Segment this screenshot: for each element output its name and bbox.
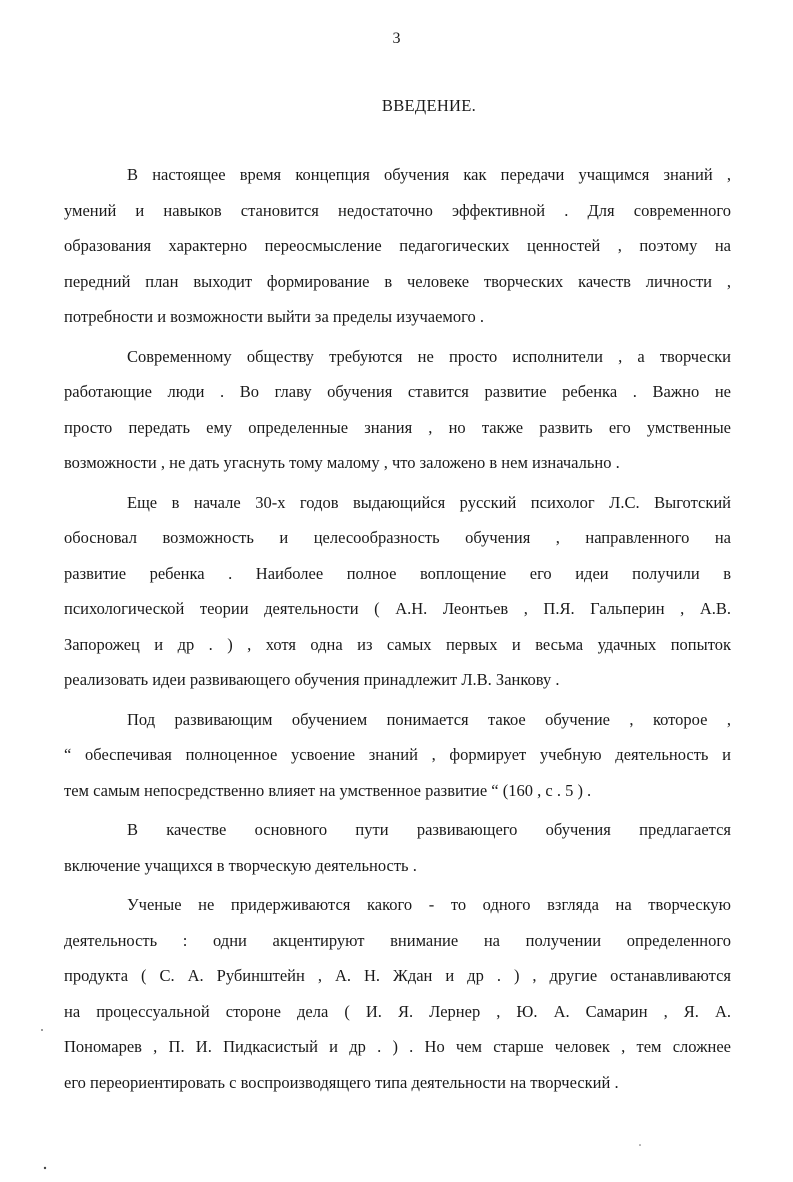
text-line: возможности , не дать угаснуть тому малому , что заложено в нем изначально .: [64, 453, 620, 472]
text-line: деятельность : одни акцентируют внимание на получении определенного: [64, 930, 731, 950]
text-line: реализовать идеи развивающего обучения принадлежит Л.В. Занкову .: [64, 670, 560, 689]
text-line: его переориентировать с воспроизводящего типа деятельности на творческий .: [64, 1072, 619, 1092]
text-line: образования характерно переосмысление педагогических ценностей , поэтому на: [64, 236, 731, 255]
paragraph-1: [64, 162, 731, 340]
scan-speck: [639, 1144, 641, 1146]
text-line: психологической теории деятельности ( А.Н. Леонтьев , П.Я. Гальперин , А.В.: [64, 599, 731, 618]
page-title: ВВЕДЕНИЕ.: [381, 96, 477, 115]
scan-speck: [41, 1029, 43, 1031]
text-line: тем самым непосредственно влияет на умственное развитие “ (160 , с . 5 ) .: [64, 780, 592, 800]
text-line: на процессуальной стороне дела ( И. Я. Лернер , Ю. А. Самарин , Я. А.: [64, 1001, 731, 1021]
paragraph-5: [64, 817, 731, 888]
text-line: Пономарев , П. И. Пидкасистый и др . ) . Но чем старше человек , тем сложнее: [64, 1037, 731, 1056]
text-line: обосновал возможность и целесообразность обучения , направленного на: [64, 528, 731, 547]
paragraph-4: [64, 707, 731, 814]
paragraph-6: [64, 892, 731, 1105]
text-line: передний план выходит формирование в человеке творческих качеств личности ,: [64, 271, 731, 291]
text-line: “ обеспечивая полноценное усвоение знаний , формирует учебную деятельность и: [64, 745, 731, 764]
text-line: Под развивающим обучением понимается такое обучение , которое ,: [127, 709, 731, 729]
text-line: Современному обществу требуются не просто исполнители , а творчески: [127, 346, 731, 366]
paragraph-2: [64, 344, 731, 486]
body-text: [64, 162, 731, 1109]
text-line: потребности и возможности выйти за пределы изучаемого .: [64, 307, 484, 326]
text-line: продукта ( С. А. Рубинштейн , А. Н. Ждан и др . ) , другие останавливаются: [64, 966, 731, 985]
text-line: В настоящее время концепция обучения как передачи учащимся знаний ,: [127, 165, 731, 184]
text-line: Запорожец и др . ) , хотя одна из самых первых и весьма удачных попыток: [64, 634, 731, 654]
text-line: Еще в начале 30-х годов выдающийся русский психолог Л.С. Выготский: [127, 492, 731, 512]
text-line: Ученые не придерживаются какого - то одного взгляда на творческую: [127, 895, 731, 914]
text-line: включение учащихся в творческую деятельность .: [64, 855, 417, 875]
paragraph-3: [64, 490, 731, 703]
text-line: работающие люди . Во главу обучения ставится развитие ребенка . Важно не: [64, 382, 731, 401]
text-line: просто передать ему определенные знания , но также развить его умственные: [64, 417, 731, 437]
text-line: умений и навыков становится недостаточно эффективной . Для современного: [64, 200, 731, 220]
scan-speck: [44, 1167, 46, 1169]
text-line: развитие ребенка . Наиболее полное воплощение его идеи получили в: [64, 563, 731, 583]
page-number: 3: [392, 30, 401, 47]
text-line: В качестве основного пути развивающего обучения предлагается: [127, 820, 731, 839]
